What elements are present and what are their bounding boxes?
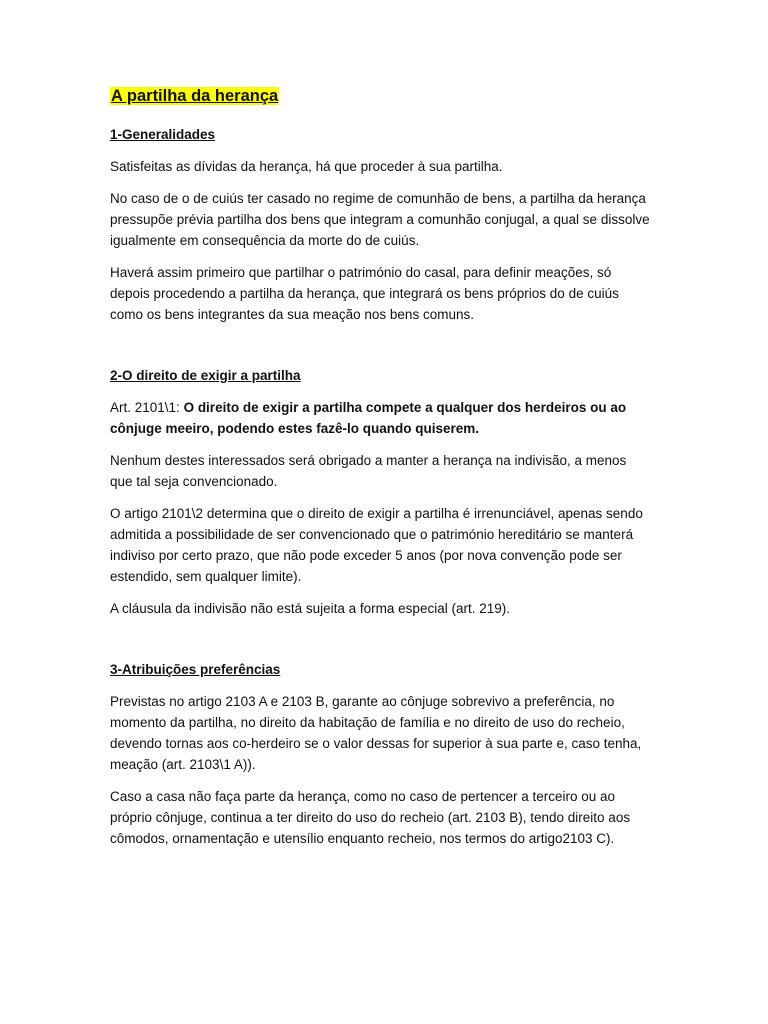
section-direito-exigir-partilha: [110, 366, 650, 619]
section-heading: 1-Generalidades: [110, 127, 216, 142]
article-reference: Art. 2101\1:: [110, 400, 180, 415]
section-generalidades: [110, 125, 650, 325]
paragraph: No caso de o de cuiús ter casado no regime de comunhão de bens, a partilha da herança pressupõe prévia partilha dos bens que integram a comunhão conjugal, a qual se dissolve igualmente em consequência da morte do de cuiús.: [110, 191, 650, 248]
section-atribuicoes-preferencias: [110, 660, 650, 849]
article-paragraph: [110, 397, 650, 439]
section-heading: 3-Atribuições preferências: [110, 662, 281, 677]
document-title-text: A partilha da herança: [111, 87, 279, 105]
paragraph: Caso a casa não faça parte da herança, como no caso de pertencer a terceiro ou ao próprio cônjuge, continua a ter direito do uso do recheio (art. 2103 B), tendo direito aos cômodos, ornamentação e utensílio enquanto recheio, nos termos do artigo2103 C).: [110, 789, 631, 846]
paragraph: Nenhum destes interessados será obrigado a manter a herança na indivisão, a menos que tal seja convencionado.: [110, 453, 627, 489]
document-title: [110, 86, 650, 107]
paragraph: Satisfeitas as dívidas da herança, há que proceder à sua partilha.: [110, 159, 503, 174]
section-spacer: [110, 630, 650, 660]
paragraph: Haverá assim primeiro que partilhar o património do casal, para definir meações, só depois procedendo a partilha da herança, que integrará os bens próprios do de cuiús como os bens integrantes da sua meação nos bens comuns.: [110, 265, 619, 322]
section-spacer: [110, 336, 650, 366]
section-heading: 2-O direito de exigir a partilha: [110, 368, 301, 383]
paragraph: Previstas no artigo 2103 A e 2103 B, garante ao cônjuge sobrevivo a preferência, no momento da partilha, no direito da habitação de família e no direito de uso do recheio, devendo tornas aos co-herdeiro se o valor dessas for superior à sua parte e, caso tenha, meação (art. 2103\1 A)).: [110, 694, 642, 772]
document-page: [110, 86, 650, 860]
article-text: O direito de exigir a partilha compete a qualquer dos herdeiros ou ao cônjuge meeiro, podendo estes fazê-lo quando quiserem.: [110, 400, 627, 436]
paragraph: O artigo 2101\2 determina que o direito de exigir a partilha é irrenunciável, apenas sendo admitida a possibilidade de ser convencionado que o património hereditário se manterá indiviso por certo prazo, que não pode exceder 5 anos (por nova convenção pode ser estendido, sem qualquer limite).: [110, 506, 643, 584]
paragraph: A cláusula da indivisão não está sujeita a forma especial (art. 219).: [110, 601, 510, 616]
